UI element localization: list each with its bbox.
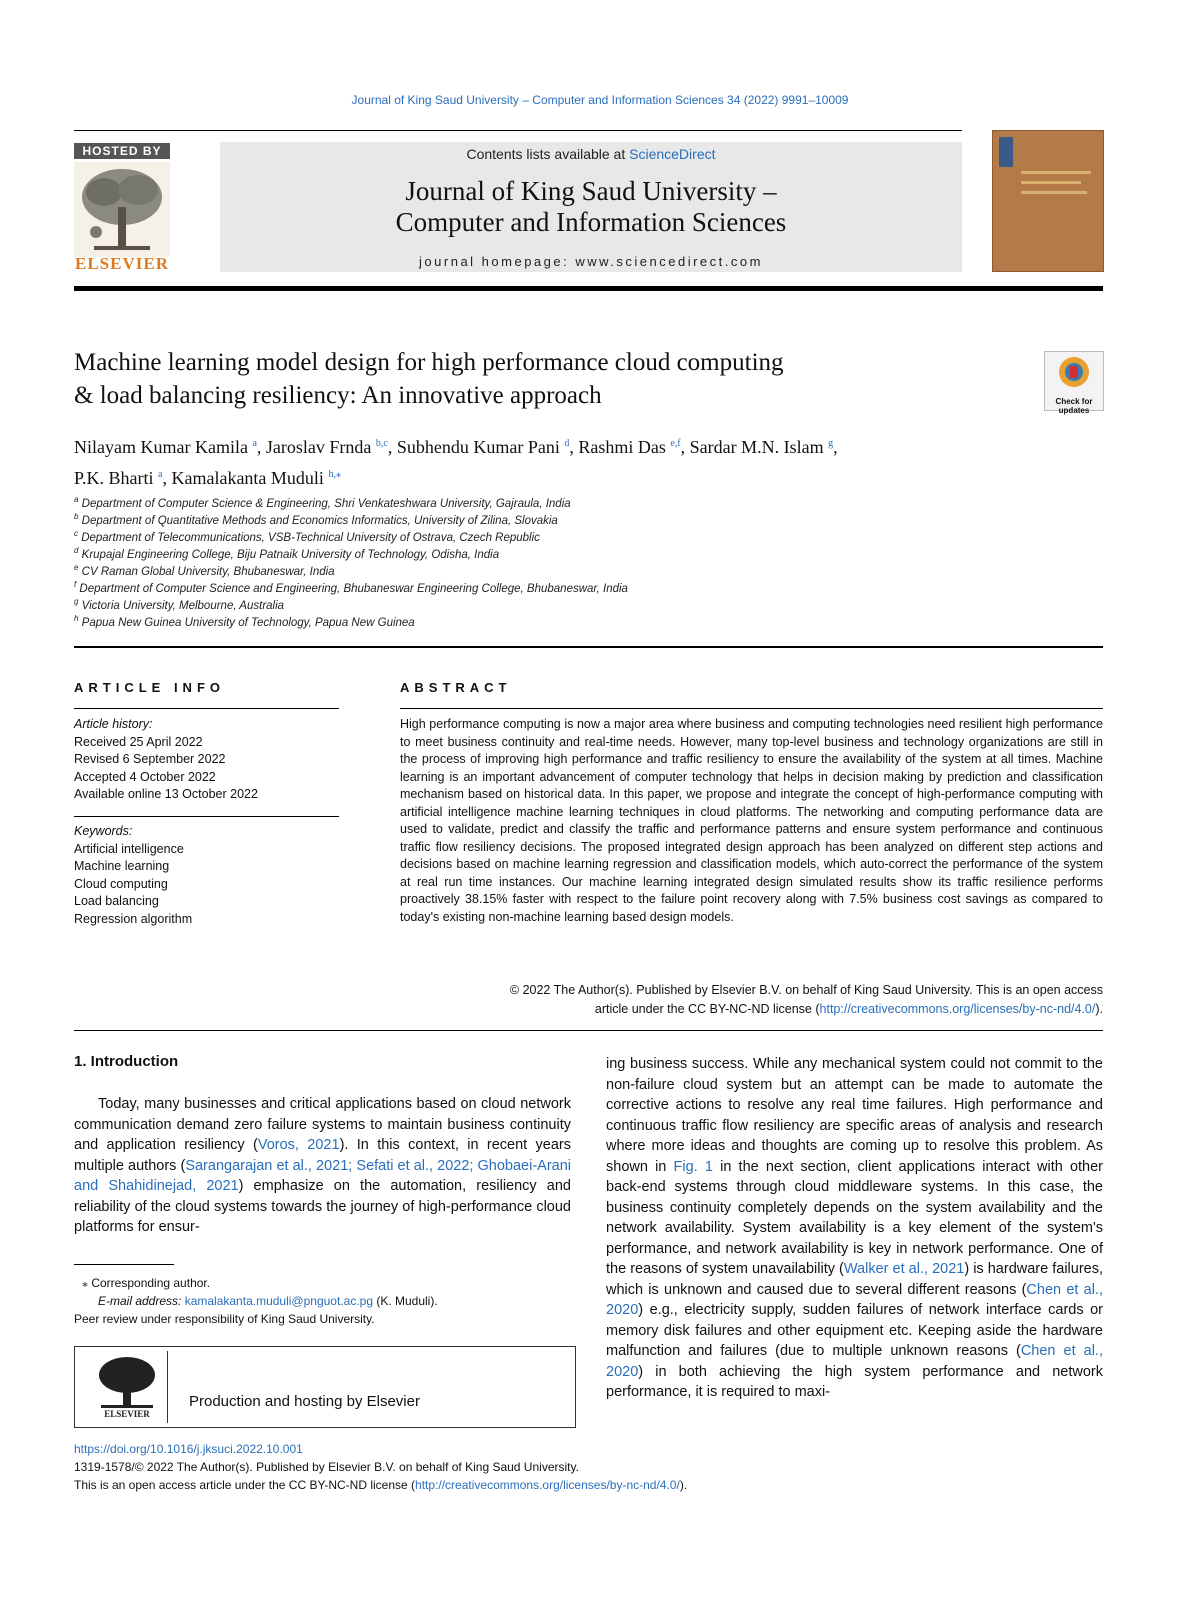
- author-name[interactable]: Sardar M.N. Islam: [689, 437, 829, 457]
- affiliation-text: CV Raman Global University, Bhubaneswar, India: [78, 565, 335, 578]
- intro-text-a: Today, many businesses and critical applications based on cloud network communication demand zero failure systems to maintain business continuity and application resiliency (: [74, 1096, 571, 1153]
- affiliation-item: [74, 546, 499, 561]
- keyword-item: Load balancing: [74, 894, 159, 908]
- keyword-item: Regression algorithm: [74, 911, 193, 926]
- ref-chen-1[interactable]: Chen et al., 2020: [606, 1281, 1103, 1318]
- journal-cover-image: [992, 130, 1104, 272]
- intro-text-c: ) emphasize on the automation, resiliency and reliability of the cloud systems towards the journey of high-performance cloud platforms for ensur-: [74, 1178, 571, 1235]
- journal-title-line2: Computer and Information Sciences: [395, 207, 787, 237]
- history-label: Article history:: [74, 717, 153, 731]
- elsevier-tree-logo: [74, 162, 170, 257]
- affiliation-key: d: [74, 546, 79, 555]
- ref-chen-2[interactable]: Chen et al., 2020: [606, 1343, 1103, 1380]
- journal-citation[interactable]: Journal of King Saud University – Computer and Information Sciences 34 (2022) 9991–10009: [351, 93, 849, 107]
- corresponding-author: ⁎ Corresponding author.: [82, 1276, 211, 1290]
- production-box: [74, 1346, 576, 1428]
- affiliation-key: g: [74, 597, 79, 606]
- author-affiliation-mark[interactable]: a: [158, 469, 163, 480]
- author-affiliation-mark[interactable]: d: [564, 438, 570, 449]
- intro-text-b: ). In this context, in recent years multiple authors (: [74, 1137, 571, 1174]
- check-for-updates-button[interactable]: [1044, 351, 1104, 415]
- author-affiliation-mark[interactable]: a: [252, 438, 257, 449]
- ref-voros[interactable]: Voros, 2021: [257, 1137, 340, 1153]
- author-name[interactable]: Rashmi Das: [578, 437, 671, 457]
- copyright-line2: [400, 1000, 1103, 1019]
- check-updates-label: Check for updates: [1055, 397, 1093, 415]
- affiliation-text: Papua New Guinea University of Technology, Papua New Guinea: [78, 616, 415, 629]
- affiliation-rule: [74, 646, 1103, 648]
- hosted-by-label: HOSTED BY: [74, 143, 170, 159]
- copyright-line1: © 2022 The Author(s). Published by Elsevier B.V. on behalf of King Saud University. This is an open access: [509, 983, 1103, 997]
- affiliation-key: f: [74, 580, 77, 589]
- header-thick-rule: [74, 286, 1103, 291]
- author-separator: ,: [569, 437, 579, 457]
- affiliation-item: [74, 597, 284, 612]
- sciencedirect-link[interactable]: ScienceDirect: [629, 146, 716, 162]
- keywords-block: [74, 823, 192, 928]
- accepted-date: Accepted 4 October 2022: [74, 769, 216, 784]
- intro-text-rd: ) e.g., electricity supply, sudden failures of network interface cards or memory disk failures and other equipment etc. Keeping aside the hardware malfunction and failures (due to multiple unknown reasons (: [606, 1302, 1103, 1359]
- affiliation-item: [74, 614, 415, 629]
- oa-prefix: This is an open access article under the CC BY-NC-ND license (: [74, 1478, 416, 1492]
- keywords-list: [74, 841, 192, 929]
- author-affiliation-mark[interactable]: e,f: [670, 438, 681, 449]
- affiliation-item: [74, 563, 335, 578]
- top-rule: [74, 130, 962, 131]
- article-info-heading: ARTICLE INFO: [74, 680, 225, 695]
- online-date: Available online 13 October 2022: [74, 787, 258, 801]
- oa-license-link[interactable]: http://creativecommons.org/licenses/by-nc-nd/4.0/: [415, 1478, 680, 1492]
- author-separator: ,: [256, 437, 266, 457]
- affiliation-text: Department of Computer Science and Engineering, Bhubaneswar Engineering College, Bhubaneswar, India: [76, 582, 628, 595]
- article-title-line1: Machine learning model design for high performance cloud computing: [74, 349, 784, 376]
- ref-fig1[interactable]: Fig. 1: [673, 1158, 713, 1175]
- bottom-notes: [74, 1440, 687, 1494]
- intro-heading: 1. Introduction: [74, 1053, 179, 1070]
- author-list: [74, 430, 1114, 492]
- author-affiliation-mark[interactable]: b,c: [375, 438, 388, 449]
- author-separator: ,: [387, 437, 397, 457]
- affiliation-item: [74, 512, 558, 527]
- production-divider: [167, 1351, 168, 1423]
- intro-text-ra: ing business success. While any mechanical system could not commit to the non-failure cloud system but an attempt can be made to automate the corrective actions to resolve any real time failures. High performance and continuous traffic flow resiliency are specific areas of analysis and research where more ideas and thoughts are coming up to resolve this problem. As shown in: [606, 1056, 1103, 1175]
- author-affiliation-mark[interactable]: g: [828, 438, 834, 449]
- doi-link[interactable]: https://doi.org/10.1016/j.jksuci.2022.10.001: [74, 1442, 303, 1456]
- intro-text-re: ) in both achieving the high system performance and network performance, it is required to maxi-: [606, 1363, 1103, 1400]
- author-name[interactable]: P.K. Bharti: [74, 468, 159, 488]
- keywords-label: Keywords:: [74, 824, 133, 838]
- keyword-item: Machine learning: [74, 859, 170, 873]
- open-access-line: [74, 1476, 687, 1494]
- journal-homepage[interactable]: journal homepage: www.sciencedirect.com: [419, 254, 763, 269]
- intro-text-rc: ) is hardware failures, which is unknown and caused due to several different reasons (: [606, 1261, 1104, 1298]
- abstract-bottom-rule: [74, 1030, 1103, 1031]
- peer-review-note: Peer review under responsibility of King Saud University.: [74, 1312, 375, 1326]
- email-line: [74, 1292, 438, 1310]
- intro-text-rb: in the next section, client applications interact with other back-end systems through cloud middleware systems. In this case, the business continuity completely depends on the system availability and the network availability. System availability is a key element of the system's performance, and network availability is key in network performance. One of the reasons of system unavailability (: [606, 1158, 1104, 1277]
- author-separator: ,: [680, 437, 690, 457]
- oa-suffix: ).: [679, 1478, 688, 1492]
- ref-walker[interactable]: Walker et al., 2021: [843, 1261, 965, 1277]
- intro-paragraph-2: [606, 1054, 1103, 1403]
- abstract-heading: ABSTRACT: [400, 680, 512, 695]
- intro-paragraph-1: [74, 1094, 571, 1238]
- author-name[interactable]: Jaroslav Frnda: [265, 437, 376, 457]
- license-prefix: article under the CC BY-NC-ND license (: [594, 1002, 820, 1016]
- email-suffix: (K. Muduli).: [373, 1294, 438, 1308]
- journal-title: [220, 176, 962, 238]
- footnotes: [74, 1274, 438, 1328]
- affiliation-key: e: [74, 563, 79, 572]
- license-suffix: ).: [1095, 1002, 1103, 1016]
- production-label: Production and hosting by Elsevier: [189, 1393, 420, 1410]
- article-title-line2: & load balancing resiliency: An innovative approach: [74, 382, 602, 409]
- abstract-copyright: [400, 981, 1103, 1019]
- affiliation-text: Department of Computer Science & Engineering, Shri Venkateshwara University, Gajraula, India: [78, 497, 571, 510]
- affiliation-text: Krupajal Engineering College, Biju Patnaik University of Technology, Odisha, India: [78, 548, 500, 561]
- ref-sarangarajan[interactable]: Sarangarajan et al., 2021; Sefati et al., 2022; Ghobaei-Arani and Shahidinejad, 2021: [74, 1157, 571, 1194]
- email-link[interactable]: kamalakanta.muduli@pnguot.ac.pg: [184, 1294, 373, 1308]
- contents-line: [220, 146, 962, 162]
- contents-prefix: Contents lists available at: [466, 146, 630, 162]
- check-updates-icon: [1045, 352, 1103, 392]
- affiliation-item: [74, 529, 540, 544]
- license-link[interactable]: http://creativecommons.org/licenses/by-nc-nd/4.0/: [819, 1002, 1096, 1016]
- author-name[interactable]: Nilayam Kumar Kamila: [74, 437, 253, 457]
- journal-title-line1: Journal of King Saud University –: [405, 176, 777, 206]
- revised-date: Revised 6 September 2022: [74, 752, 226, 766]
- received-date: Received 25 April 2022: [74, 734, 203, 749]
- elsevier-wordmark: ELSEVIER: [75, 254, 169, 273]
- author-line-2: [74, 461, 1114, 492]
- keyword-item: Cloud computing: [74, 876, 168, 891]
- affiliation-item: [74, 580, 628, 595]
- footnote-rule: [74, 1264, 174, 1265]
- author-separator: ,: [162, 468, 172, 488]
- affiliation-text: Victoria University, Melbourne, Australia: [78, 599, 285, 612]
- article-title: [74, 346, 974, 412]
- article-info-rule: [74, 708, 339, 709]
- article-history: [74, 716, 258, 804]
- author-affiliation-mark[interactable]: h,⁎: [328, 469, 341, 480]
- affiliation-key: a: [74, 495, 79, 504]
- author-name[interactable]: Subhendu Kumar Pani: [396, 437, 565, 457]
- author-separator: ,: [833, 437, 838, 457]
- author-name[interactable]: Kamalakanta Muduli: [171, 468, 329, 488]
- affiliation-key: b: [74, 512, 79, 521]
- svg-text:ELSEVIER: ELSEVIER: [104, 1409, 150, 1419]
- abstract-text: High performance computing is now a major area where business and computing technologies need resilient high performance to meet business continuity and real-time needs. However, many top-level business and technology organizations are still in the process of improving high performance and traffic resiliency to ensure the availability of the system at all times. Machine learning is an important advancement of computer technology that helps in decision making by prediction and classification mechanism based on historical data. In this paper, we propose and integrate the concept of high-performance computing with artificial intelligence machine learning techniques in cloud platforms. The networking and computing performance data are used to validate, predict and classify the traffic and performance patterns and ensure system performance and continuous traffic flow resiliency decisions. The proposed integrated design approach has been analyzed on different step actions and decisions based on machine learning regression and classification models, which auto-correct the performance of the system at real run time instances. Our machine learning integrated design simulated results show its traffic resilience performs proactively 38.15% faster with respect to the failure point recovery along with 7.5% business cost savings as compared to today's existing non-machine learning based design models.: [400, 717, 1103, 924]
- author-line-1: [74, 430, 1114, 461]
- email-label: E-mail address:: [98, 1294, 185, 1308]
- abstract-rule: [400, 708, 1103, 709]
- affiliation-text: Department of Quantitative Methods and Economics Informatics, University of Zilina, Slovakia: [78, 514, 558, 527]
- keywords-rule: [74, 816, 339, 817]
- issn-line: 1319-1578/© 2022 The Author(s). Published by Elsevier B.V. on behalf of King Saud University.: [74, 1460, 579, 1474]
- affiliation-key: c: [74, 529, 78, 538]
- affiliation-text: Department of Telecommunications, VSB-Technical University of Ostrava, Czech Republic: [78, 531, 540, 544]
- affiliation-key: h: [74, 614, 79, 623]
- affiliation-item: [74, 495, 571, 510]
- elsevier-small-logo: [91, 1353, 163, 1419]
- keyword-item: Artificial intelligence: [74, 841, 184, 856]
